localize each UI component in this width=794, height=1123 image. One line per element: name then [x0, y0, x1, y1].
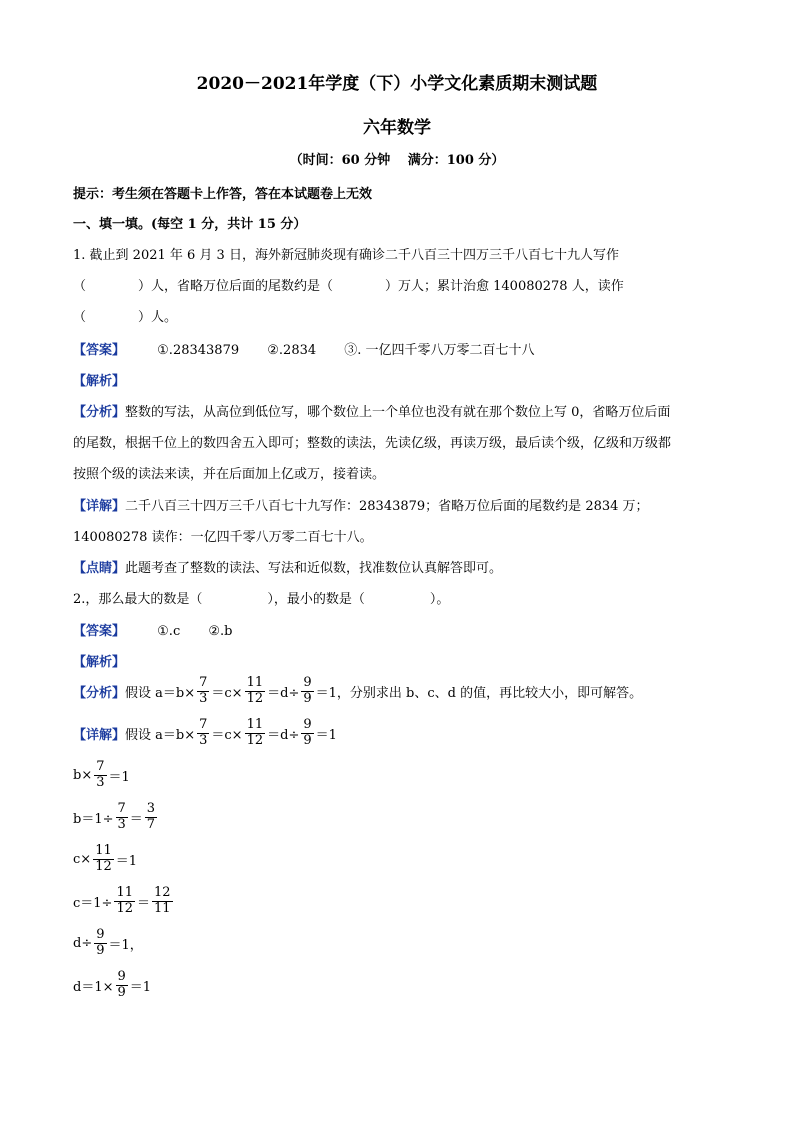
- q1-dianjing: 【点睛】此题考查了整数的读法、写法和近似数，找准数位认真解答即可。: [73, 561, 503, 576]
- notice: 提示：考生须在答题卡上作答，答在本试题卷上无效: [73, 187, 373, 202]
- fraction: $\frac{9}{9}$: [96, 927, 105, 958]
- q1-line2: （ ）人，省略万位后面的尾数约是（ ）万人；累计治愈 140080278 人，读作: [73, 279, 624, 294]
- answer-item: ②.b: [208, 624, 233, 639]
- q1-line1: 1. 截止到 2021 年 6 月 3 日，海外新冠肺炎现有确诊二千八百三十四万三千八百七十九人写作: [73, 248, 619, 263]
- fraction: $\frac{9}{9}$: [303, 675, 312, 706]
- fraction: $\frac{11}{12}$: [246, 675, 264, 706]
- answer-tag: 【答案】: [73, 343, 126, 358]
- q2-step-6: d＝1× $\frac{9}{9}$ ＝1: [73, 969, 152, 1000]
- fraction: $\frac{11}{12}$: [95, 843, 112, 874]
- q2-step-5: d÷ $\frac{9}{9}$ ＝1，: [73, 927, 143, 958]
- fraction: $\frac{9}{9}$: [303, 717, 312, 748]
- exam-time-info: （时间：60 分钟 满分：100 分）: [289, 153, 505, 168]
- q2-analysis-tag: 【解析】: [73, 655, 126, 670]
- q1-analysis-tag: 【解析】: [73, 374, 126, 389]
- q2-step-1: b× $\frac{7}{3}$ ＝1: [73, 759, 130, 790]
- fraction: $\frac{7}{3}$: [199, 717, 208, 748]
- exam-subtitle: 六年数学: [363, 118, 431, 138]
- answer-item: ③. 一亿四千零八万零二百七十八: [344, 343, 535, 358]
- q2-step-4: c＝1÷ $\frac{11}{12}$ ＝ $\frac{12}{11}$: [73, 885, 171, 916]
- q2-line1: 2.，那么最大的数是（ ），最小的数是（ ）。: [73, 592, 450, 607]
- fraction: $\frac{7}{3}$: [117, 801, 126, 832]
- fraction: $\frac{3}{7}$: [146, 801, 156, 832]
- q2-fenxi: 【分析】 假设 a＝b× $\frac{7}{3}$ ＝c× $\frac{11}{12}$ ＝d÷ $\frac{9}{9}$ ＝1，分别求出 b、c、d 的值，再比较大小，即可解答。: [73, 675, 643, 706]
- fraction: $\frac{11}{12}$: [246, 717, 264, 748]
- fraction: $\frac{9}{9}$: [117, 969, 126, 1000]
- q2-step-3: c× $\frac{11}{12}$ ＝1: [73, 843, 138, 874]
- q2-answer: [73, 620, 256, 639]
- answer-item: ①.c: [157, 624, 181, 639]
- q1-fenxi-1: 【分析】整数的写法，从高位到低位写，哪个数位上一个单位也没有就在那个数位上写 0，省略万位后面: [73, 405, 671, 420]
- answer-item: ②.2834: [267, 343, 317, 358]
- section-heading: 一、填一填。(每空 1 分，共计 15 分）: [73, 217, 307, 232]
- answer-item: ①.28343879: [157, 343, 240, 358]
- fraction: $\frac{12}{11}$: [154, 885, 171, 916]
- fraction: $\frac{7}{3}$: [96, 759, 105, 790]
- q1-fenxi-3: 按照个级的读法来读，并在后面加上亿或万，接着读。: [73, 467, 386, 482]
- fraction: $\frac{7}{3}$: [199, 675, 208, 706]
- exam-title: 2020－2021年学度（下）小学文化素质期末测试题: [196, 74, 598, 94]
- answer-tag: 【答案】: [73, 624, 126, 639]
- q2-step-2: b＝1÷ $\frac{7}{3}$ ＝ $\frac{3}{7}$: [73, 801, 156, 832]
- q1-line3: （ ）人。: [73, 310, 178, 325]
- fraction: $\frac{11}{12}$: [116, 885, 133, 916]
- q1-xiangjie-1: 【详解】二千八百三十四万三千八百七十九写作：28343879；省略万位后面的尾数约是 2834 万；: [73, 499, 649, 514]
- q1-fenxi-2: 的尾数，根据千位上的数四舍五入即可；整数的读法，先读亿级，再读万级，最后读个级，亿级和万级都: [73, 436, 672, 451]
- q2-xiangjie: 【详解】 假设 a＝b× $\frac{7}{3}$ ＝c× $\frac{11}{12}$ ＝d÷ $\frac{9}{9}$ ＝1: [73, 717, 337, 748]
- q1-answer: [73, 339, 559, 358]
- q1-xiangjie-2: 140080278 读作：一亿四千零八万零二百七十八。: [73, 530, 373, 545]
